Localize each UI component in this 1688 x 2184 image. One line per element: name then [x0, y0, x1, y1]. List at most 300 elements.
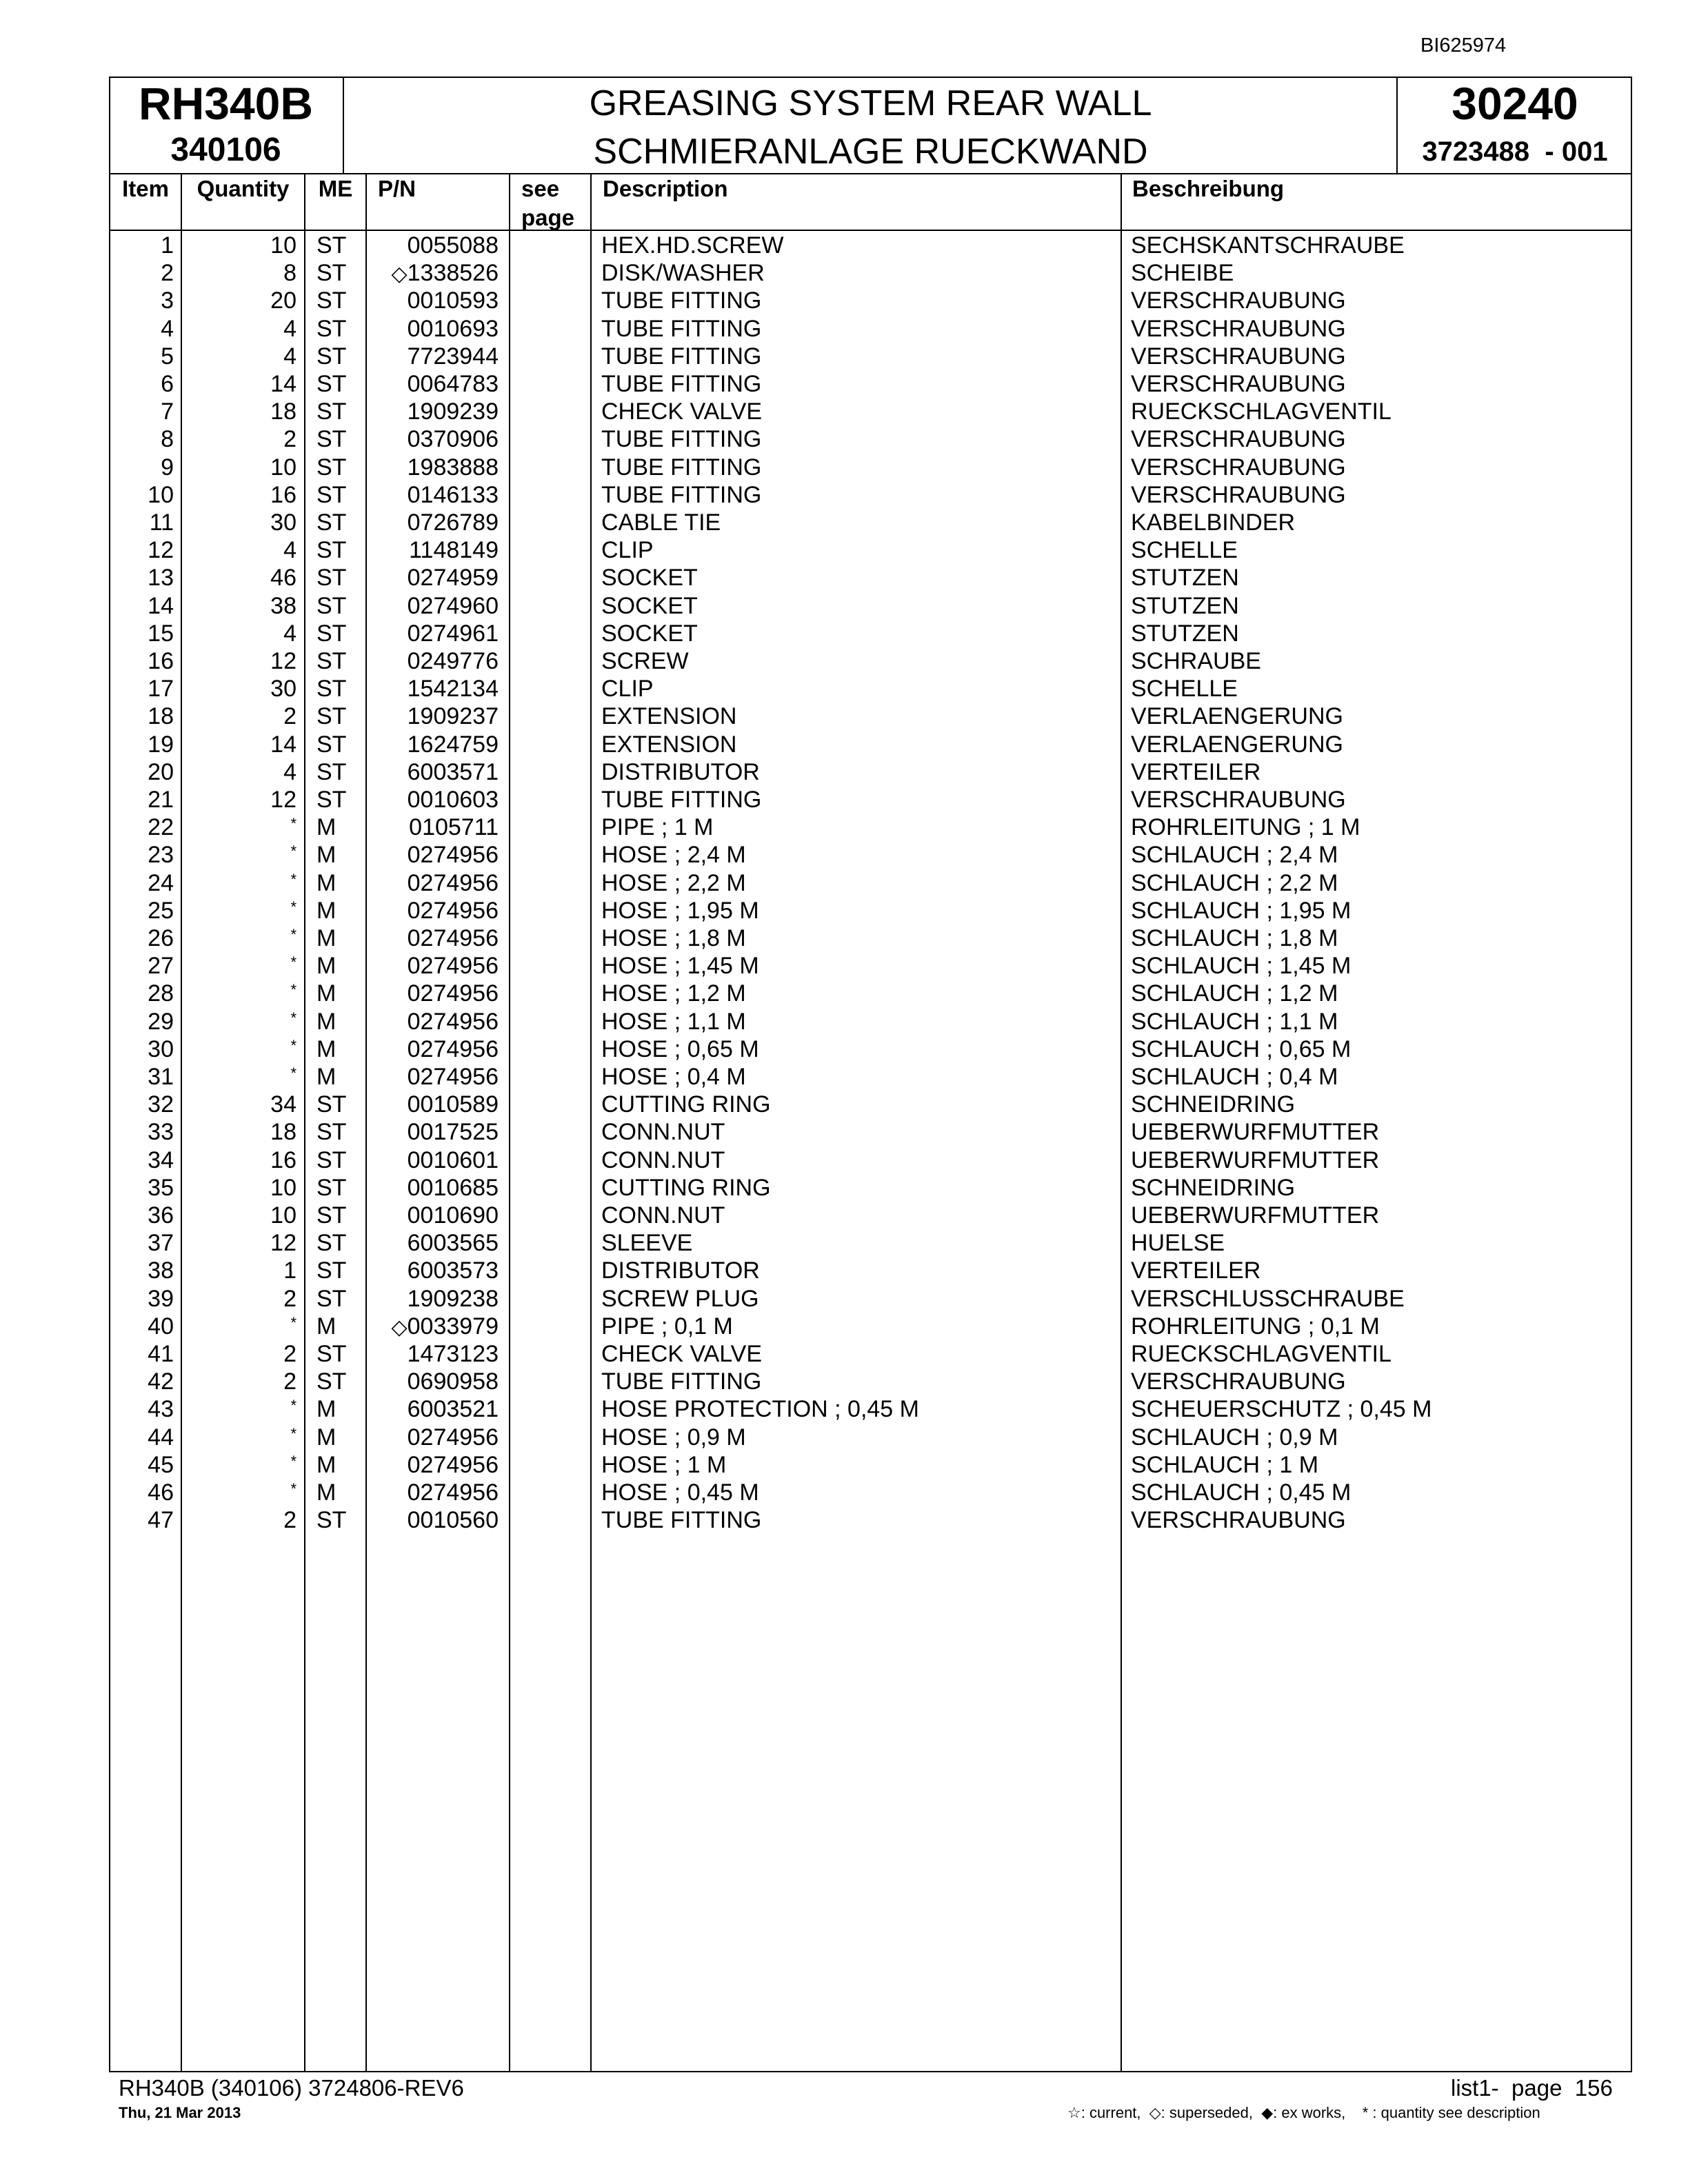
table-row	[0, 509, 1688, 536]
description-cell: CLIP	[601, 537, 654, 564]
quantity-cell: 10	[270, 1174, 297, 1201]
beschreibung-cell: VERSCHRAUBUNG	[1131, 343, 1346, 370]
table-row	[0, 869, 1688, 897]
beschreibung-cell: VERSCHRAUBUNG	[1131, 371, 1346, 397]
unit-cell: M	[316, 1035, 336, 1062]
item-cell: 43	[148, 1396, 174, 1423]
quantity-cell: *	[290, 1009, 297, 1027]
beschreibung-cell: VERSCHLUSSCHRAUBE	[1131, 1285, 1405, 1312]
part-number-text: 0010685	[407, 1174, 499, 1201]
description-cell: SOCKET	[601, 565, 698, 592]
table-row	[0, 702, 1688, 730]
table-row	[0, 731, 1688, 758]
item-cell: 18	[148, 703, 174, 730]
beschreibung-cell: VERSCHRAUBUNG	[1131, 1507, 1346, 1534]
unit-cell: M	[316, 842, 336, 869]
description-cell: DISK/WASHER	[601, 260, 765, 287]
quantity-cell: *	[290, 1313, 297, 1331]
item-cell: 11	[149, 509, 174, 536]
part-number-text: 1338526	[407, 260, 499, 287]
part-number-cell	[372, 1063, 499, 1091]
quantity-cell: 46	[270, 565, 297, 592]
item-cell: 5	[161, 343, 174, 370]
unit-cell: ST	[316, 731, 347, 758]
footer-page-number: list1- page 156	[1451, 2075, 1613, 2101]
quantity-cell: *	[290, 815, 297, 833]
part-number-cell	[372, 592, 499, 620]
part-number-cell	[372, 1174, 499, 1202]
description-cell: DISTRIBUTOR	[601, 1257, 760, 1284]
description-cell: CABLE TIE	[601, 509, 721, 536]
unit-cell: M	[316, 1479, 336, 1506]
title-german: SCHMIERANLAGE RUECKWAND	[593, 132, 1148, 172]
table-row	[0, 1229, 1688, 1257]
quantity-cell: 18	[270, 398, 297, 425]
part-number-text: 1909239	[407, 398, 499, 425]
part-number-cell	[372, 259, 499, 288]
col-header-item: Item	[122, 176, 169, 201]
part-number-text: 6003521	[407, 1396, 499, 1423]
description-cell: TUBE FITTING	[601, 426, 762, 453]
table-row	[0, 1368, 1688, 1395]
description-cell: SLEEVE	[601, 1230, 693, 1257]
part-number-text: 0274956	[407, 980, 499, 1007]
item-cell: 28	[148, 980, 174, 1007]
beschreibung-cell: SCHLAUCH ; 0,45 M	[1131, 1479, 1352, 1506]
beschreibung-cell: SECHSKANTSCHRAUBE	[1131, 232, 1405, 259]
item-cell: 12	[148, 537, 174, 564]
quantity-cell: 2	[283, 426, 297, 453]
part-number-cell	[372, 1035, 499, 1063]
description-cell: HOSE ; 0,65 M	[601, 1035, 759, 1062]
part-number-text: 0690958	[407, 1368, 499, 1395]
item-cell: 22	[148, 814, 174, 841]
description-cell: HOSE ; 1,2 M	[601, 980, 746, 1007]
item-cell: 19	[148, 731, 174, 758]
quantity-cell: 2	[283, 1341, 297, 1367]
part-number-text: 0726789	[407, 509, 499, 536]
description-cell: HEX.HD.SCREW	[601, 232, 784, 259]
description-cell: PIPE ; 1 M	[601, 814, 714, 841]
description-cell: CHECK VALVE	[601, 398, 763, 425]
item-cell: 40	[148, 1313, 174, 1339]
description-cell: HOSE ; 2,2 M	[601, 869, 746, 896]
unit-cell: ST	[316, 1202, 347, 1228]
quantity-cell: 12	[270, 1230, 297, 1257]
part-number-text: 6003573	[407, 1257, 499, 1284]
quantity-cell: *	[290, 898, 297, 916]
description-cell: CONN.NUT	[601, 1146, 725, 1173]
part-number-text: 0274956	[407, 1035, 499, 1062]
item-cell: 41	[148, 1341, 174, 1367]
table-row	[0, 980, 1688, 1007]
table-row	[0, 536, 1688, 564]
beschreibung-cell: STUTZEN	[1131, 592, 1239, 619]
part-number-text: 0274961	[407, 620, 499, 647]
quantity-cell: 12	[270, 648, 297, 674]
item-cell: 2	[161, 260, 174, 287]
part-number-cell	[372, 1257, 499, 1284]
item-cell: 15	[148, 620, 174, 647]
unit-cell: ST	[316, 260, 347, 287]
item-cell: 33	[148, 1119, 174, 1146]
part-number-text: 1542134	[407, 676, 499, 702]
description-cell: CONN.NUT	[601, 1119, 725, 1146]
part-number-text: 1983888	[407, 454, 499, 481]
table-row	[0, 592, 1688, 620]
part-number-text: 0274956	[407, 1064, 499, 1090]
description-cell: HOSE ; 1,95 M	[601, 897, 759, 924]
table-row	[0, 232, 1688, 259]
beschreibung-cell: UEBERWURFMUTTER	[1131, 1202, 1380, 1228]
table-row	[0, 343, 1688, 370]
col-header-pn: P/N	[378, 176, 416, 201]
description-cell: HOSE ; 0,9 M	[601, 1424, 746, 1450]
item-cell: 21	[148, 787, 174, 813]
part-number-text: 0274956	[407, 925, 499, 951]
table-row	[0, 454, 1688, 481]
part-number-cell	[372, 1229, 499, 1257]
description-cell: TUBE FITTING	[601, 1507, 762, 1534]
beschreibung-cell: SCHNEIDRING	[1131, 1091, 1296, 1118]
part-number-cell	[372, 702, 499, 730]
part-number-text: 0274956	[407, 1008, 499, 1035]
item-cell: 6	[161, 371, 174, 397]
part-number-cell	[372, 813, 499, 841]
unit-cell: ST	[316, 343, 347, 370]
unit-cell: ST	[316, 787, 347, 813]
item-cell: 24	[148, 869, 174, 896]
document-id: BI625974	[1420, 34, 1507, 57]
col-header-page: page	[521, 205, 575, 230]
table-row	[0, 1174, 1688, 1202]
item-cell: 45	[148, 1451, 174, 1478]
beschreibung-cell: UEBERWURFMUTTER	[1131, 1146, 1380, 1173]
footer-date: Thu, 21 Mar 2013	[119, 2104, 241, 2121]
quantity-cell: 12	[270, 787, 297, 813]
unit-cell: ST	[316, 1285, 347, 1312]
part-number-text: 0274956	[407, 842, 499, 869]
item-cell: 47	[148, 1507, 174, 1534]
table-row	[0, 481, 1688, 509]
unit-cell: ST	[316, 426, 347, 453]
part-number-text: 0274959	[407, 565, 499, 592]
unit-cell: M	[316, 1424, 336, 1450]
item-cell: 37	[148, 1230, 174, 1257]
item-cell: 4	[161, 315, 174, 342]
part-number-cell	[372, 897, 499, 924]
quantity-cell: 38	[270, 592, 297, 619]
quantity-cell: 20	[270, 287, 297, 314]
item-cell: 20	[148, 758, 174, 785]
part-number-text: 0010593	[407, 287, 499, 314]
quantity-cell: 4	[283, 758, 297, 785]
description-cell: TUBE FITTING	[601, 371, 762, 397]
unit-cell: ST	[316, 1257, 347, 1284]
table-row	[0, 1091, 1688, 1118]
part-number-cell	[372, 647, 499, 675]
quantity-cell: 16	[270, 1146, 297, 1173]
description-cell: HOSE ; 0,4 M	[601, 1064, 746, 1090]
table-row	[0, 1451, 1688, 1479]
item-cell: 30	[148, 1035, 174, 1062]
beschreibung-cell: RUECKSCHLAGVENTIL	[1131, 398, 1391, 425]
unit-cell: M	[316, 1064, 336, 1090]
table-row	[0, 564, 1688, 592]
quantity-cell: 18	[270, 1119, 297, 1146]
beschreibung-cell: KABELBINDER	[1131, 509, 1296, 536]
item-cell: 42	[148, 1368, 174, 1395]
part-number-text: 0010603	[407, 787, 499, 813]
quantity-cell: *	[290, 1480, 297, 1497]
part-number-cell	[372, 232, 499, 259]
table-row	[0, 1202, 1688, 1229]
footer-legend: ☆: current, ◇: superseded, ◆: ex works, * : quantity see description	[1067, 2104, 1540, 2121]
quantity-cell: 2	[283, 1368, 297, 1395]
part-number-cell	[372, 731, 499, 758]
beschreibung-cell: VERSCHRAUBUNG	[1131, 426, 1346, 453]
part-number-cell	[372, 1146, 499, 1174]
table-row	[0, 758, 1688, 786]
quantity-cell: 10	[270, 454, 297, 481]
unit-cell: M	[316, 1008, 336, 1035]
beschreibung-cell: VERTEILER	[1131, 758, 1261, 785]
part-number-cell	[372, 1451, 499, 1479]
description-cell: TUBE FITTING	[601, 1368, 762, 1395]
beschreibung-cell: VERSCHRAUBUNG	[1131, 315, 1346, 342]
unit-cell: M	[316, 1313, 336, 1339]
part-number-cell	[372, 1285, 499, 1313]
table-row	[0, 370, 1688, 398]
part-number-cell	[372, 454, 499, 481]
description-cell: SOCKET	[601, 592, 698, 619]
description-cell: EXTENSION	[601, 703, 737, 730]
table-row	[0, 952, 1688, 980]
beschreibung-cell: SCHLAUCH ; 0,65 M	[1131, 1035, 1352, 1062]
part-number-cell	[372, 1506, 499, 1534]
part-number-text: 7723944	[407, 343, 499, 370]
quantity-cell: 2	[283, 1507, 297, 1534]
item-cell: 34	[148, 1146, 174, 1173]
table-row	[0, 1395, 1688, 1423]
item-cell: 46	[148, 1479, 174, 1506]
part-number-text: 0105711	[409, 814, 499, 841]
unit-cell: ST	[316, 1507, 347, 1534]
unit-cell: M	[316, 814, 336, 841]
unit-cell: M	[316, 980, 336, 1007]
part-number-cell	[372, 758, 499, 786]
part-number-text: 0274960	[407, 592, 499, 619]
table-row	[0, 315, 1688, 343]
unit-cell: M	[316, 869, 336, 896]
part-number-cell	[372, 1118, 499, 1146]
item-cell: 26	[148, 925, 174, 951]
part-number-text: 1473123	[407, 1341, 499, 1367]
description-cell: TUBE FITTING	[601, 315, 762, 342]
quantity-cell: 14	[270, 371, 297, 397]
beschreibung-cell: SCHEUERSCHUTZ ; 0,45 M	[1131, 1396, 1432, 1423]
item-cell: 29	[148, 1008, 174, 1035]
quantity-cell: 4	[283, 537, 297, 564]
quantity-cell: *	[290, 926, 297, 943]
part-number-cell	[372, 786, 499, 813]
beschreibung-cell: VERSCHRAUBUNG	[1131, 454, 1346, 481]
quantity-cell: 1	[283, 1257, 297, 1284]
part-number-cell	[372, 1395, 499, 1423]
unit-cell: ST	[316, 676, 347, 702]
beschreibung-cell: HUELSE	[1131, 1230, 1225, 1257]
table-row	[0, 675, 1688, 702]
unit-cell: ST	[316, 758, 347, 785]
unit-cell: M	[316, 953, 336, 980]
quantity-cell: *	[290, 842, 297, 860]
part-number-text: 0064783	[407, 371, 499, 397]
beschreibung-cell: VERSCHRAUBUNG	[1131, 287, 1346, 314]
beschreibung-cell: VERLAENGERUNG	[1131, 703, 1343, 730]
table-row	[0, 897, 1688, 924]
part-number-cell	[372, 620, 499, 647]
header-sep-left	[343, 77, 344, 173]
part-number-cell	[372, 536, 499, 564]
part-number-cell	[372, 1313, 499, 1342]
description-cell: CHECK VALVE	[601, 1341, 763, 1367]
item-cell: 3	[161, 287, 174, 314]
part-number-text: 0010601	[407, 1146, 499, 1173]
table-row	[0, 1479, 1688, 1506]
quantity-cell: 4	[283, 620, 297, 647]
table-row	[0, 924, 1688, 952]
beschreibung-cell: VERSCHRAUBUNG	[1131, 1368, 1346, 1395]
beschreibung-cell: UEBERWURFMUTTER	[1131, 1119, 1380, 1146]
quantity-cell: *	[290, 1036, 297, 1054]
unit-cell: ST	[316, 703, 347, 730]
part-number-text: 0010560	[407, 1507, 499, 1534]
unit-cell: ST	[316, 287, 347, 314]
beschreibung-cell: SCHLAUCH ; 1,8 M	[1131, 925, 1338, 951]
description-cell: HOSE ; 1,8 M	[601, 925, 746, 951]
item-cell: 35	[148, 1174, 174, 1201]
quantity-cell: *	[290, 981, 297, 999]
description-cell: HOSE PROTECTION ; 0,45 M	[601, 1396, 919, 1423]
part-number-text: 0370906	[407, 426, 499, 453]
beschreibung-cell: VERTEILER	[1131, 1257, 1261, 1284]
beschreibung-cell: SCHLAUCH ; 2,2 M	[1131, 869, 1338, 896]
item-cell: 10	[148, 481, 174, 508]
beschreibung-cell: VERLAENGERUNG	[1131, 731, 1343, 758]
beschreibung-cell: VERSCHRAUBUNG	[1131, 787, 1346, 813]
description-cell: SCREW PLUG	[601, 1285, 759, 1312]
quantity-cell: *	[290, 870, 297, 888]
part-number-cell	[372, 509, 499, 536]
part-number-text: 1148149	[409, 537, 499, 564]
quantity-cell: *	[290, 1064, 297, 1082]
col-header-beschreibung: Beschreibung	[1132, 176, 1285, 201]
item-cell: 36	[148, 1202, 174, 1228]
part-number-text: 6003565	[407, 1230, 499, 1257]
description-cell: TUBE FITTING	[601, 787, 762, 813]
quantity-cell: 8	[283, 260, 297, 287]
quantity-cell: 16	[270, 481, 297, 508]
quantity-cell: 10	[270, 1202, 297, 1228]
table-row	[0, 1506, 1688, 1534]
item-cell: 44	[148, 1424, 174, 1450]
part-number-text: 0274956	[407, 1451, 499, 1478]
description-cell: EXTENSION	[601, 731, 737, 758]
description-cell: TUBE FITTING	[601, 287, 762, 314]
beschreibung-cell: STUTZEN	[1131, 620, 1239, 647]
description-cell: SCREW	[601, 648, 689, 674]
part-number-cell	[372, 952, 499, 980]
beschreibung-cell: STUTZEN	[1131, 565, 1239, 592]
table-row	[0, 1008, 1688, 1035]
part-number-cell	[372, 1202, 499, 1229]
part-number-cell	[372, 564, 499, 592]
quantity-cell: *	[290, 1424, 297, 1442]
beschreibung-cell: SCHEIBE	[1131, 260, 1234, 287]
table-row	[0, 1285, 1688, 1313]
item-cell: 8	[161, 426, 174, 453]
superseded-icon: ◇	[391, 263, 408, 286]
table-row	[0, 813, 1688, 841]
part-number-cell	[372, 315, 499, 343]
unit-cell: ST	[316, 454, 347, 481]
item-cell: 13	[148, 565, 174, 592]
table-row	[0, 1035, 1688, 1063]
unit-cell: ST	[316, 371, 347, 397]
table-row	[0, 1313, 1688, 1340]
description-cell: PIPE ; 0,1 M	[601, 1313, 733, 1339]
table-row	[0, 1146, 1688, 1174]
item-cell: 16	[148, 648, 174, 674]
beschreibung-cell: SCHELLE	[1131, 537, 1238, 564]
description-cell: CUTTING RING	[601, 1174, 771, 1201]
quantity-cell: 14	[270, 731, 297, 758]
part-number-cell	[372, 343, 499, 370]
description-cell: SOCKET	[601, 620, 698, 647]
unit-cell: ST	[316, 1091, 347, 1118]
item-cell: 27	[148, 953, 174, 980]
part-number-text: 1909237	[407, 703, 499, 730]
description-cell: HOSE ; 0,45 M	[601, 1479, 759, 1506]
beschreibung-cell: SCHLAUCH ; 1,1 M	[1131, 1008, 1338, 1035]
part-number-text: 0033979	[407, 1313, 499, 1339]
description-cell: HOSE ; 2,4 M	[601, 842, 746, 869]
column-header-divider	[109, 230, 1632, 231]
unit-cell: ST	[316, 398, 347, 425]
part-number-cell	[372, 1340, 499, 1368]
unit-cell: ST	[316, 1341, 347, 1367]
unit-cell: M	[316, 1396, 336, 1423]
quantity-cell: 30	[270, 509, 297, 536]
part-number-cell	[372, 841, 499, 869]
unit-cell: ST	[316, 1146, 347, 1173]
part-number-text: 0055088	[407, 232, 499, 259]
part-number-text: 6003571	[407, 758, 499, 785]
part-number-cell	[372, 481, 499, 509]
part-number-cell	[372, 675, 499, 702]
unit-cell: ST	[316, 620, 347, 647]
item-cell: 14	[148, 592, 174, 619]
part-number-text: 1624759	[407, 731, 499, 758]
beschreibung-cell: SCHNEIDRING	[1131, 1174, 1296, 1201]
header-divider	[109, 173, 1632, 174]
table-row	[0, 1340, 1688, 1368]
description-cell: DISTRIBUTOR	[601, 758, 760, 785]
item-cell: 7	[161, 398, 174, 425]
quantity-cell: 34	[270, 1091, 297, 1118]
table-row	[0, 398, 1688, 425]
beschreibung-cell: SCHRAUBE	[1131, 648, 1261, 674]
